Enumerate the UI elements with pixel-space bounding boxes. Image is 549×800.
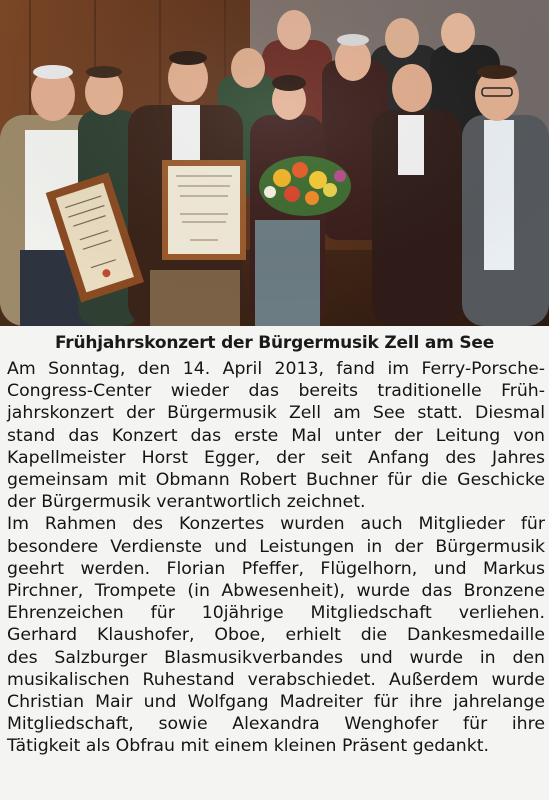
body-line: geehrt werden. Florian Pfeffer, Flügelhorn, und Markus (7, 558, 545, 579)
body-line: Am Sonntag, den 14. April 2013, fand im Ferry-Porsche- (7, 359, 545, 379)
article-headline: Frühjahrskonzert der Bürgermusik Zell am See (54, 333, 495, 353)
group-photo (0, 0, 549, 326)
body-line: Im Rahmen des Konzertes wurden auch Mitglieder für (7, 514, 545, 535)
body-line: jahrskonzert der Bürgermusik Zell am See statt. Diesmal (7, 403, 545, 424)
body-line: Mitgliedschaft, sowie Alexandra Wenghofer für ihre (7, 714, 545, 735)
body-line: des Salzburger Blasmusikverbandes und wurde in den (7, 647, 545, 668)
body-line: der Bürgermusik verantwortlich zeichnet. (7, 492, 366, 513)
body-line: gemeinsam mit Obmann Robert Buchner für die Geschicke (7, 470, 545, 491)
body-line: musikalischen Ruhestand verabschiedet. Außerdem wurde (7, 669, 545, 690)
body-line: stand das Konzert das erste Mal unter der Leitung von (7, 425, 545, 446)
body-line: Ehrenzeichen für 10jährige Mitgliedschaft verliehen. (7, 603, 545, 624)
body-line: Pirchner, Trompete (in Abwesenheit), wurde das Bronzene (7, 581, 545, 602)
article-body (7, 358, 545, 758)
body-line: Tätigkeit als Obfrau mit einem kleinen Präsent gedankt. (7, 736, 490, 757)
body-line: Kapellmeister Horst Egger, der seit Anfang des Jahres (7, 447, 545, 468)
body-line: Gerhard Klaushofer, Oboe, erhielt die Dankesmedaille (7, 625, 545, 646)
body-line: Christian Mair und Wolfgang Madreiter für ihre jahrelange (7, 692, 545, 713)
body-line: Congress-Center wieder das bereits traditionelle Früh- (7, 381, 545, 402)
body-line: besondere Verdienste und Leistungen in der Bürgermusik (7, 536, 545, 557)
